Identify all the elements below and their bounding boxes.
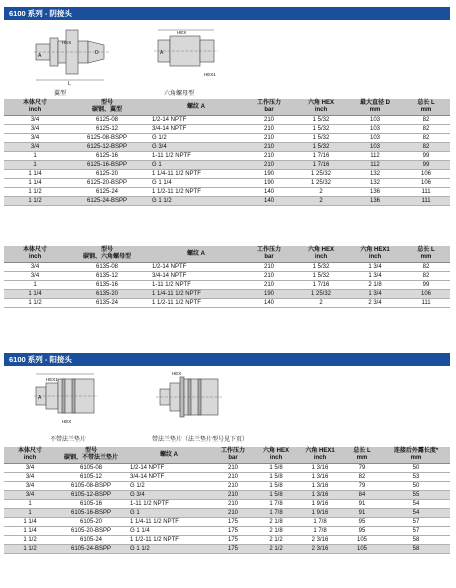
table-cell: 3/4-14 NPTF xyxy=(126,473,212,482)
label-l: L xyxy=(68,81,71,86)
table-cell: 210 xyxy=(212,464,254,473)
table-cell: 1 1/4 xyxy=(4,527,56,536)
table-cell: 1/2-14 NPTF xyxy=(148,263,244,272)
table-cell: 6105-08 xyxy=(56,464,126,473)
table-cell: 1 9/16 xyxy=(298,500,342,509)
table-cell: 210 xyxy=(212,500,254,509)
col-model: 型号 碳钢、翼型 xyxy=(66,99,148,116)
table-cell: 2 3/16 xyxy=(298,545,342,554)
table-cell: 3/4 xyxy=(4,482,56,491)
section-title-female-coupler: 6100 系列 - 阴接头 xyxy=(4,7,450,20)
table-cell: 106 xyxy=(402,290,450,299)
table-cell: 2 1/2 xyxy=(254,545,298,554)
table-cell: 3/4 xyxy=(4,125,66,134)
female-wing-table xyxy=(4,99,450,206)
table-cell: 6125-08-BSPP xyxy=(66,134,148,143)
female-coupler-drawings xyxy=(4,24,450,96)
table-cell: 6125-12 xyxy=(66,125,148,134)
table-cell: 1 3/4 xyxy=(348,290,402,299)
table-cell: 210 xyxy=(244,272,294,281)
table-cell: 50 xyxy=(382,464,450,473)
table-cell: 1 1/2-11 1/2 NPTF xyxy=(148,299,244,308)
table-cell: 1 1/2 xyxy=(4,188,66,197)
table-cell: 1 xyxy=(4,281,66,290)
table-cell: 210 xyxy=(212,509,254,518)
table-cell: 57 xyxy=(382,518,450,527)
table-cell: 3/4 xyxy=(4,473,56,482)
table-cell: 6105-12 xyxy=(56,473,126,482)
table-row xyxy=(4,527,450,536)
table-cell: 50 xyxy=(382,482,450,491)
table-cell: 3/4-14 NPTF xyxy=(148,125,244,134)
table-cell: 1 25/32 xyxy=(294,290,348,299)
table-cell: 54 xyxy=(382,500,450,509)
table-cell: 1 3/4 xyxy=(348,263,402,272)
table-cell: 6105-24-BSPP xyxy=(56,545,126,554)
col-pressure: 工作压力 bar xyxy=(244,246,294,263)
table-cell: 1 1/4 xyxy=(4,179,66,188)
male-coupler-table xyxy=(4,447,450,554)
table-cell: 3/4 xyxy=(4,464,56,473)
table-cell: 103 xyxy=(348,143,402,152)
label-hex-flange: HEX xyxy=(172,371,182,376)
table-cell: 175 xyxy=(212,527,254,536)
label-hex-top: HEX xyxy=(177,30,187,35)
col-hex: 六角 HEX inch xyxy=(294,246,348,263)
table-cell: 6105-16 xyxy=(56,500,126,509)
table-cell: 1 1/4 xyxy=(4,170,66,179)
table-row xyxy=(4,152,450,161)
table-cell: 210 xyxy=(244,116,294,125)
table-cell: 2 xyxy=(294,188,348,197)
female-hex-nut-table xyxy=(4,246,450,308)
table-cell: 1 xyxy=(4,161,66,170)
table-row xyxy=(4,161,450,170)
table-cell: 210 xyxy=(244,125,294,134)
table-cell: 111 xyxy=(402,299,450,308)
table-cell: 210 xyxy=(212,491,254,500)
table-cell: 2 xyxy=(294,197,348,206)
table-cell: 99 xyxy=(402,152,450,161)
table-cell: 1-11 1/2 NPTF xyxy=(126,500,212,509)
table-cell: 2 3/4 xyxy=(348,299,402,308)
table-cell: 1 7/16 xyxy=(294,281,348,290)
table-cell: 132 xyxy=(348,170,402,179)
table-cell: G 1 1/2 xyxy=(126,545,212,554)
table-cell: 1 5/32 xyxy=(294,116,348,125)
table-cell: 210 xyxy=(244,263,294,272)
table-cell: 1/2-14 NPTF xyxy=(126,464,212,473)
table-cell: 6135-08 xyxy=(66,263,148,272)
table-cell: 1 25/32 xyxy=(294,179,348,188)
table-cell: 82 xyxy=(402,263,450,272)
table-cell: 190 xyxy=(244,179,294,188)
table-cell: 54 xyxy=(382,509,450,518)
table-row xyxy=(4,143,450,152)
table-cell: 53 xyxy=(382,473,450,482)
table-row xyxy=(4,545,450,554)
table-cell: 132 xyxy=(348,179,402,188)
table-cell: 1 5/32 xyxy=(294,134,348,143)
table-cell: 6125-12-BSPP xyxy=(66,143,148,152)
col-body-size: 本体尺寸 inch xyxy=(4,246,66,263)
table-cell: 105 xyxy=(342,536,382,545)
table-cell: 6125-08 xyxy=(66,116,148,125)
table-cell: 1 1/4-11 1/2 NPTF xyxy=(148,290,244,299)
table-cell: G 1/2 xyxy=(148,134,244,143)
col-hex: 六角 HEX inch xyxy=(254,447,298,464)
caption-no-flange: 不带法兰垫片 xyxy=(50,437,87,443)
table-cell: 1 1/4-11 1/2 NPTF xyxy=(148,170,244,179)
table-cell: 6125-20-BSPP xyxy=(66,179,148,188)
table-cell: 6105-24 xyxy=(56,536,126,545)
table-cell: 91 xyxy=(342,509,382,518)
col-length: 总长 L mm xyxy=(402,246,450,263)
label-hex1-male: HEX1 xyxy=(46,377,58,382)
table-cell: 3/4-14 NPTF xyxy=(148,272,244,281)
table-cell: 1/2-14 NPTF xyxy=(148,116,244,125)
table-cell: 1 1/4-11 1/2 NPTF xyxy=(126,518,212,527)
table-cell: 1 1/2 xyxy=(4,197,66,206)
table-cell: 111 xyxy=(402,188,450,197)
table-row xyxy=(4,116,450,125)
table-row xyxy=(4,518,450,527)
table-row xyxy=(4,170,450,179)
table-row xyxy=(4,125,450,134)
col-hex: 六角 HEX inch xyxy=(294,99,348,116)
table-cell: G 1 1/2 xyxy=(148,197,244,206)
table-cell: 82 xyxy=(402,116,450,125)
table-cell: G 1/2 xyxy=(126,482,212,491)
table-cell: 2 1/8 xyxy=(254,518,298,527)
caption-with-flange: 带法兰垫片（法兰垫片型号见下页） xyxy=(152,437,249,443)
table-cell: 103 xyxy=(348,116,402,125)
table-cell: 1 1/2 xyxy=(4,545,56,554)
table-cell: 210 xyxy=(244,152,294,161)
col-hex1: 六角 HEX1 inch xyxy=(348,246,402,263)
col-length: 总长 L mm xyxy=(402,99,450,116)
table-cell: 1 25/32 xyxy=(294,170,348,179)
col-pressure: 工作压力 bar xyxy=(244,99,294,116)
table-cell: 1-11 1/2 NPTF xyxy=(148,281,244,290)
table-cell: 84 xyxy=(342,491,382,500)
table-cell: 1 3/16 xyxy=(298,473,342,482)
table-cell: 2 3/16 xyxy=(298,536,342,545)
table-row xyxy=(4,290,450,299)
female-hex-nut-table-body xyxy=(4,263,450,308)
label-a-2: A xyxy=(160,50,164,56)
table-cell: 175 xyxy=(212,545,254,554)
wing-type-drawing xyxy=(32,24,132,86)
table-cell: 95 xyxy=(342,527,382,536)
col-thread: 螺纹 A xyxy=(126,447,212,464)
label-hex: HEX xyxy=(62,40,72,45)
table-cell: 1 7/16 xyxy=(294,152,348,161)
table-row xyxy=(4,263,450,272)
table-cell: 1 5/32 xyxy=(294,125,348,134)
col-body-size: 本体尺寸 inch xyxy=(4,447,56,464)
table-cell: 1 3/4 xyxy=(348,272,402,281)
table-cell: 1 7/8 xyxy=(254,500,298,509)
table-cell: 82 xyxy=(402,272,450,281)
table-cell: 2 1/8 xyxy=(348,281,402,290)
table-cell: 136 xyxy=(348,197,402,206)
table-cell: 111 xyxy=(402,197,450,206)
table-cell: 1 9/16 xyxy=(298,509,342,518)
male-coupler-drawings xyxy=(4,369,450,443)
table-cell: 1-11 1/2 NPTF xyxy=(148,152,244,161)
table-row xyxy=(4,281,450,290)
table-row xyxy=(4,536,450,545)
table-cell: 6125-16-BSPP xyxy=(66,161,148,170)
table-cell: 1 3/16 xyxy=(298,464,342,473)
label-hex-male: HEX xyxy=(62,419,72,424)
table-cell: 103 xyxy=(348,134,402,143)
table-cell: 1 5/8 xyxy=(254,482,298,491)
table-cell: 6125-20 xyxy=(66,170,148,179)
table-cell: 82 xyxy=(402,134,450,143)
table-cell: 6125-24 xyxy=(66,188,148,197)
table-cell: G 1 xyxy=(148,161,244,170)
table-cell: 106 xyxy=(402,179,450,188)
table-cell: 1 xyxy=(4,500,56,509)
table-cell: 6135-12 xyxy=(66,272,148,281)
table-row xyxy=(4,500,450,509)
table-cell: 1 1/2 xyxy=(4,299,66,308)
table-cell: 175 xyxy=(212,518,254,527)
table-cell: 1 xyxy=(4,152,66,161)
table-row xyxy=(4,464,450,473)
table-cell: 1 3/16 xyxy=(298,491,342,500)
table-cell: G 1 1/4 xyxy=(148,179,244,188)
table-cell: 103 xyxy=(348,125,402,134)
table-cell: 3/4 xyxy=(4,263,66,272)
hex-nut-type-drawing xyxy=(152,24,242,86)
table-cell: 95 xyxy=(342,518,382,527)
col-exposed-length: 连接后外露长度* mm xyxy=(382,447,450,464)
table-row xyxy=(4,179,450,188)
col-model: 型号 碳钢、六角螺母型 xyxy=(66,246,148,263)
table-cell: 6105-12-BSPP xyxy=(56,491,126,500)
table-cell: 210 xyxy=(244,143,294,152)
table-cell: 1 5/32 xyxy=(294,263,348,272)
table-cell: 112 xyxy=(348,161,402,170)
table-cell: 82 xyxy=(402,143,450,152)
table-cell: 140 xyxy=(244,299,294,308)
table-cell: 91 xyxy=(342,500,382,509)
table-cell: 58 xyxy=(382,536,450,545)
with-flange-drawing xyxy=(152,369,242,433)
table-cell: 105 xyxy=(342,545,382,554)
table-cell: 6135-16 xyxy=(66,281,148,290)
table-cell: 112 xyxy=(348,152,402,161)
table-cell: 79 xyxy=(342,464,382,473)
table-cell: 190 xyxy=(244,170,294,179)
table-cell: 2 xyxy=(294,299,348,308)
col-body-size: 本体尺寸 inch xyxy=(4,99,66,116)
table-cell: 1 1/4 xyxy=(4,290,66,299)
table-cell: G 1 1/4 xyxy=(126,527,212,536)
table-cell: 1 5/32 xyxy=(294,272,348,281)
table-cell: G 3/4 xyxy=(148,143,244,152)
table-cell: 1 5/8 xyxy=(254,473,298,482)
col-thread: 螺纹 A xyxy=(148,99,244,116)
table-cell: 6125-24-BSPP xyxy=(66,197,148,206)
table-cell: 106 xyxy=(402,170,450,179)
label-hex1: HEX1 xyxy=(204,72,216,77)
table-cell: 1 7/16 xyxy=(294,161,348,170)
table-cell: 1 xyxy=(4,509,56,518)
table-row xyxy=(4,491,450,500)
table-cell: 1 3/16 xyxy=(298,482,342,491)
table-cell: 6135-24 xyxy=(66,299,148,308)
table-row xyxy=(4,272,450,281)
table-header-row xyxy=(4,99,450,116)
table-cell: 175 xyxy=(212,536,254,545)
label-a-male: A xyxy=(38,395,42,401)
table-cell: 210 xyxy=(212,482,254,491)
table-header-row xyxy=(4,447,450,464)
no-flange-drawing xyxy=(32,369,122,433)
table-cell: 140 xyxy=(244,188,294,197)
table-cell: 1 7/8 xyxy=(254,509,298,518)
table-cell: G 1 xyxy=(126,509,212,518)
male-coupler-table-body xyxy=(4,464,450,554)
table-cell: 1 1/2-11 1/2 NPTF xyxy=(126,536,212,545)
table-cell: 210 xyxy=(244,161,294,170)
table-cell: 1 5/8 xyxy=(254,464,298,473)
table-cell: 210 xyxy=(244,134,294,143)
table-row xyxy=(4,482,450,491)
caption-hex-nut-type: 六角螺母型 xyxy=(164,91,195,97)
table-cell: 2 1/8 xyxy=(254,527,298,536)
col-hex1: 六角 HEX1 inch xyxy=(298,447,342,464)
table-row xyxy=(4,188,450,197)
table-row xyxy=(4,473,450,482)
table-cell: 1 1/2 xyxy=(4,536,56,545)
table-cell: 6105-16-BSPP xyxy=(56,509,126,518)
table-cell: 6135-20 xyxy=(66,290,148,299)
female-wing-table-body xyxy=(4,116,450,206)
table-cell: 99 xyxy=(402,161,450,170)
table-cell: 3/4 xyxy=(4,143,66,152)
table-cell: 1 7/8 xyxy=(298,527,342,536)
table-cell: 190 xyxy=(244,290,294,299)
table-cell: 79 xyxy=(342,482,382,491)
col-max-diameter: 最大直径 D mm xyxy=(348,99,402,116)
col-thread: 螺纹 A xyxy=(148,246,244,263)
table-cell: 140 xyxy=(244,197,294,206)
table-cell: 3/4 xyxy=(4,116,66,125)
table-cell: 1 5/32 xyxy=(294,143,348,152)
table-cell: 2 1/2 xyxy=(254,536,298,545)
table-header-row xyxy=(4,246,450,263)
table-row xyxy=(4,509,450,518)
label-d: D xyxy=(95,50,99,56)
table-cell: 3/4 xyxy=(4,134,66,143)
table-cell: 1 1/4 xyxy=(4,518,56,527)
section-title-male-coupler: 6100 系列 - 阳接头 xyxy=(4,353,450,366)
table-cell: 6105-08-BSPP xyxy=(56,482,126,491)
table-cell: 3/4 xyxy=(4,272,66,281)
label-a: A xyxy=(38,53,42,59)
table-cell: 82 xyxy=(402,125,450,134)
table-row xyxy=(4,299,450,308)
table-cell: 3/4 xyxy=(4,491,56,500)
col-length: 总长 L mm xyxy=(342,447,382,464)
table-cell: 55 xyxy=(382,491,450,500)
table-cell: 6125-16 xyxy=(66,152,148,161)
table-cell: 210 xyxy=(212,473,254,482)
table-row xyxy=(4,197,450,206)
table-cell: 57 xyxy=(382,527,450,536)
table-cell: 99 xyxy=(402,281,450,290)
table-cell: 1 7/8 xyxy=(298,518,342,527)
table-cell: 6105-20 xyxy=(56,518,126,527)
table-cell: 136 xyxy=(348,188,402,197)
table-cell: 1 5/8 xyxy=(254,491,298,500)
table-cell: G 3/4 xyxy=(126,491,212,500)
table-cell: 210 xyxy=(244,281,294,290)
col-model: 型号 碳钢、不带法兰垫片 xyxy=(56,447,126,464)
table-cell: 58 xyxy=(382,545,450,554)
table-cell: 1 1/2-11 1/2 NPTF xyxy=(148,188,244,197)
table-cell: 82 xyxy=(342,473,382,482)
col-pressure: 工作压力 bar xyxy=(212,447,254,464)
table-row xyxy=(4,134,450,143)
caption-wing-type: 翼型 xyxy=(54,91,67,97)
table-cell: 6105-20-BSPP xyxy=(56,527,126,536)
